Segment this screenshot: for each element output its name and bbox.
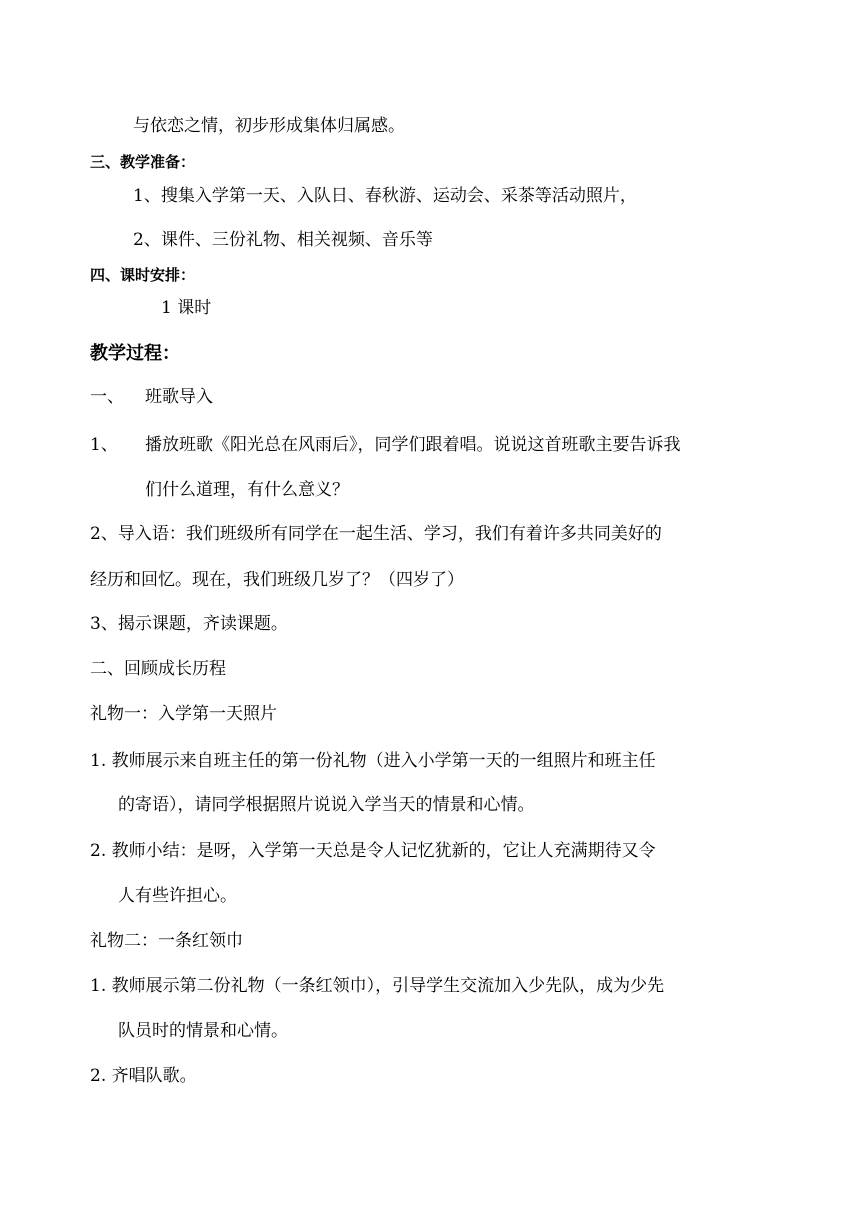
section-heading-preparation: 三、教学准备： bbox=[90, 153, 196, 171]
subsection-title: 二、回顾成长历程 bbox=[90, 659, 226, 679]
paragraph-line: 人有些许担心。 bbox=[118, 886, 237, 906]
list-number: 1、 bbox=[90, 435, 118, 455]
paragraph-line: 们什么道理，有什么意义？ bbox=[145, 480, 349, 500]
paragraph-line: 经历和回忆。现在，我们班级几岁了？（四岁了） bbox=[90, 570, 464, 590]
section-heading-process: 教学过程： bbox=[90, 343, 180, 364]
list-item: 2、课件、三份礼物、相关视频、音乐等 bbox=[133, 230, 433, 250]
list-item: 3、揭示课题，齐读课题。 bbox=[90, 614, 288, 634]
paragraph-line: 的寄语），请同学根据照片说说入学当天的情景和心情。 bbox=[118, 795, 535, 815]
list-item: 1. 教师展示第二份礼物（一条红领巾），引导学生交流加入少先队，成为少先 bbox=[90, 976, 665, 996]
paragraph-line: 与依恋之情，初步形成集体归属感。 bbox=[133, 116, 405, 136]
list-item: 2. 齐唱队歌。 bbox=[90, 1066, 197, 1086]
list-item: 1、搜集入学第一天、入队日、春秋游、运动会、采茶等活动照片， bbox=[133, 186, 637, 206]
subsection-title: 礼物一：入学第一天照片 bbox=[90, 704, 277, 724]
list-item: 播放班歌《阳光总在风雨后》，同学们跟着唱。说说这首班歌主要告诉我 bbox=[145, 435, 681, 455]
list-item: 2、导入语：我们班级所有同学在一起生活、学习，我们有着许多共同美好的 bbox=[90, 524, 662, 544]
subsection-title: 班歌导入 bbox=[145, 387, 213, 407]
section-heading-schedule: 四、课时安排： bbox=[90, 266, 196, 284]
list-item: 1. 教师展示来自班主任的第一份礼物（进入小学第一天的一组照片和班主任 bbox=[90, 751, 656, 771]
list-number: 一、 bbox=[90, 387, 124, 407]
paragraph-line: 队员时的情景和心情。 bbox=[118, 1021, 288, 1041]
paragraph-line: 1 课时 bbox=[161, 298, 212, 318]
subsection-title: 礼物二：一条红领巾 bbox=[90, 931, 243, 951]
list-item: 2. 教师小结：是呀，入学第一天总是令人记忆犹新的，它让人充满期待又令 bbox=[90, 841, 656, 861]
